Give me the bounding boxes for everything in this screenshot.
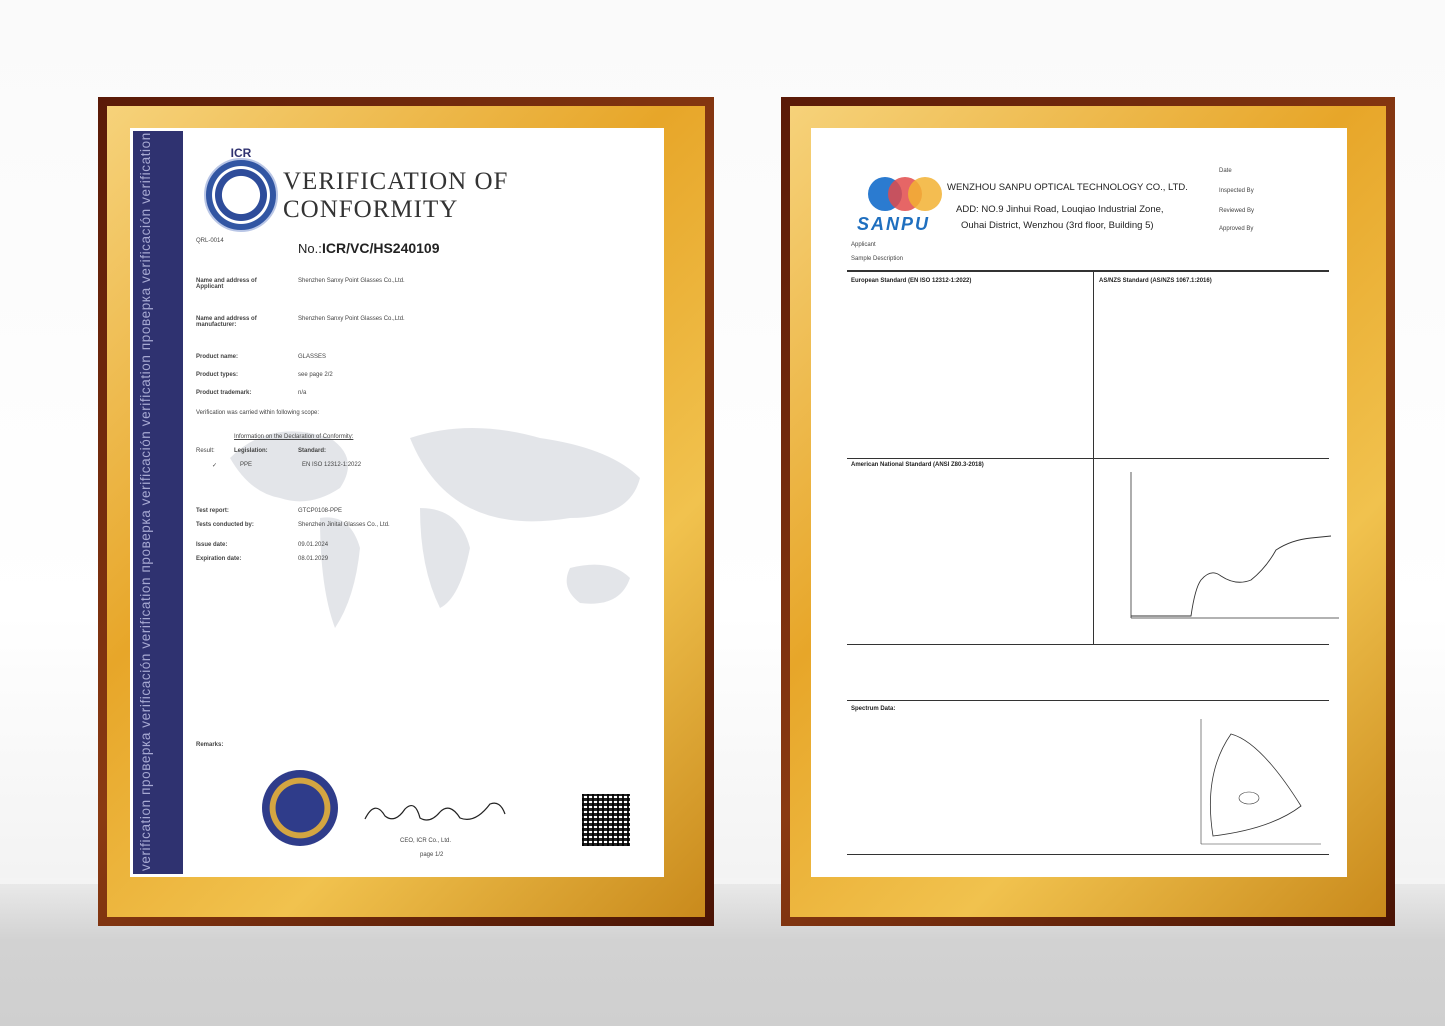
tests-by-label: Tests conducted by: — [196, 522, 254, 528]
number-label: No.: — [298, 241, 322, 256]
section-european: European Standard (EN ISO 12312-1:2022) — [851, 278, 972, 284]
standard-label: Standard: — [298, 448, 327, 454]
address-line-2: Ouhai District, Wenzhou (3rd floor, Building 5) — [961, 220, 1154, 231]
test-report-value: GTCP0108-PPE — [298, 508, 343, 514]
approved-label: Approved By — [1219, 226, 1254, 232]
left-certificate-paper — [130, 128, 664, 877]
qr-code — [582, 794, 630, 846]
manufacturer-value: Shenzhen Sanxy Point Glasses Co.,Ltd. — [298, 316, 405, 322]
tests-by-value: Shenzhen Jinital Glasses Co., Ltd. — [298, 522, 390, 528]
spectrum-label: Spectrum Data: — [851, 706, 896, 712]
reviewed-label: Reviewed By — [1219, 208, 1255, 214]
expiry-date-label: Expiration date: — [196, 556, 242, 562]
icr-seal — [262, 770, 338, 846]
applicant-label: Name and address of Applicant — [196, 278, 257, 290]
sidebar-text: verification проверка verificación verification проверка verificación verification проверка verificación verification — [138, 132, 153, 871]
section-ansi: American National Standard (ANSI Z80.3-2018) — [851, 462, 984, 468]
inspected-label: Inspected By — [1219, 188, 1254, 194]
remarks-label: Remarks: — [196, 742, 224, 748]
legislation-label: Legislation: — [234, 448, 268, 454]
section-divider — [847, 458, 1329, 459]
section-divider-3 — [847, 700, 1329, 701]
sample-label: Sample Description — [851, 256, 904, 262]
issue-date-label: Issue date: — [196, 542, 228, 548]
certificate-number: ICR/VC/HS240109 — [322, 240, 440, 256]
page-number: page 1/2 — [420, 852, 444, 858]
standard-value: EN ISO 12312-1:2022 — [302, 462, 362, 468]
cie-chromaticity-diagram — [1191, 714, 1331, 854]
signature-image — [360, 794, 510, 830]
trademark-value: n/a — [298, 390, 307, 396]
product-types-value: see page 2/2 — [298, 372, 333, 378]
icr-logo — [204, 146, 278, 232]
test-report-label: Test report: — [196, 508, 229, 514]
product-name-label: Product name: — [196, 354, 239, 360]
signer: CEO, ICR Co., Ltd. — [400, 838, 452, 844]
verification-sidebar — [133, 131, 183, 874]
company-name: WENZHOU SANPU OPTICAL TECHNOLOGY CO., LTD. — [947, 182, 1188, 193]
address-line-1: ADD: NO.9 Jinhui Road, Louqiao Industrial Zone, — [956, 204, 1164, 215]
certificate-title: VERIFICATION OF CONFORMITY — [283, 168, 509, 223]
table-bottom-rule — [847, 854, 1329, 855]
sanpu-logo-icon — [863, 175, 947, 213]
date-label: Date — [1219, 168, 1232, 174]
section-divider-2 — [847, 644, 1329, 645]
manufacturer-label: Name and address of manufacturer: — [196, 316, 257, 328]
trademark-label: Product trademark: — [196, 390, 252, 396]
scope-line: Verification was carried within following scope: — [196, 410, 320, 416]
sanpu-brand: SANPU — [857, 214, 931, 234]
legislation-value: PPE — [240, 462, 253, 468]
table-top-rule — [847, 270, 1329, 272]
product-types-label: Product types: — [196, 372, 239, 378]
applicant-label: Applicant — [851, 242, 876, 248]
expiry-date-value: 08.01.2029 — [298, 556, 329, 562]
section-asnzs: AS/NZS Standard (AS/NZS 1067.1:2016) — [1099, 278, 1212, 284]
issue-date-value: 09.01.2024 — [298, 542, 329, 548]
right-certificate-frame — [781, 97, 1395, 926]
check-icon: ✓ — [212, 463, 218, 469]
transmittance-curve-chart — [1111, 468, 1343, 628]
icr-logo-label: ICR — [230, 146, 252, 160]
left-certificate-frame — [98, 97, 714, 926]
applicant-value: Shenzhen Sanxy Point Glasses Co.,Ltd. — [298, 278, 405, 284]
right-test-report-paper — [811, 128, 1347, 877]
product-name-value: GLASSES — [298, 354, 327, 360]
doc-code: QRL-0014 — [196, 238, 224, 244]
result-label: Result: — [196, 448, 215, 454]
info-heading: Information on the Declaration of Conformity: — [234, 434, 354, 440]
